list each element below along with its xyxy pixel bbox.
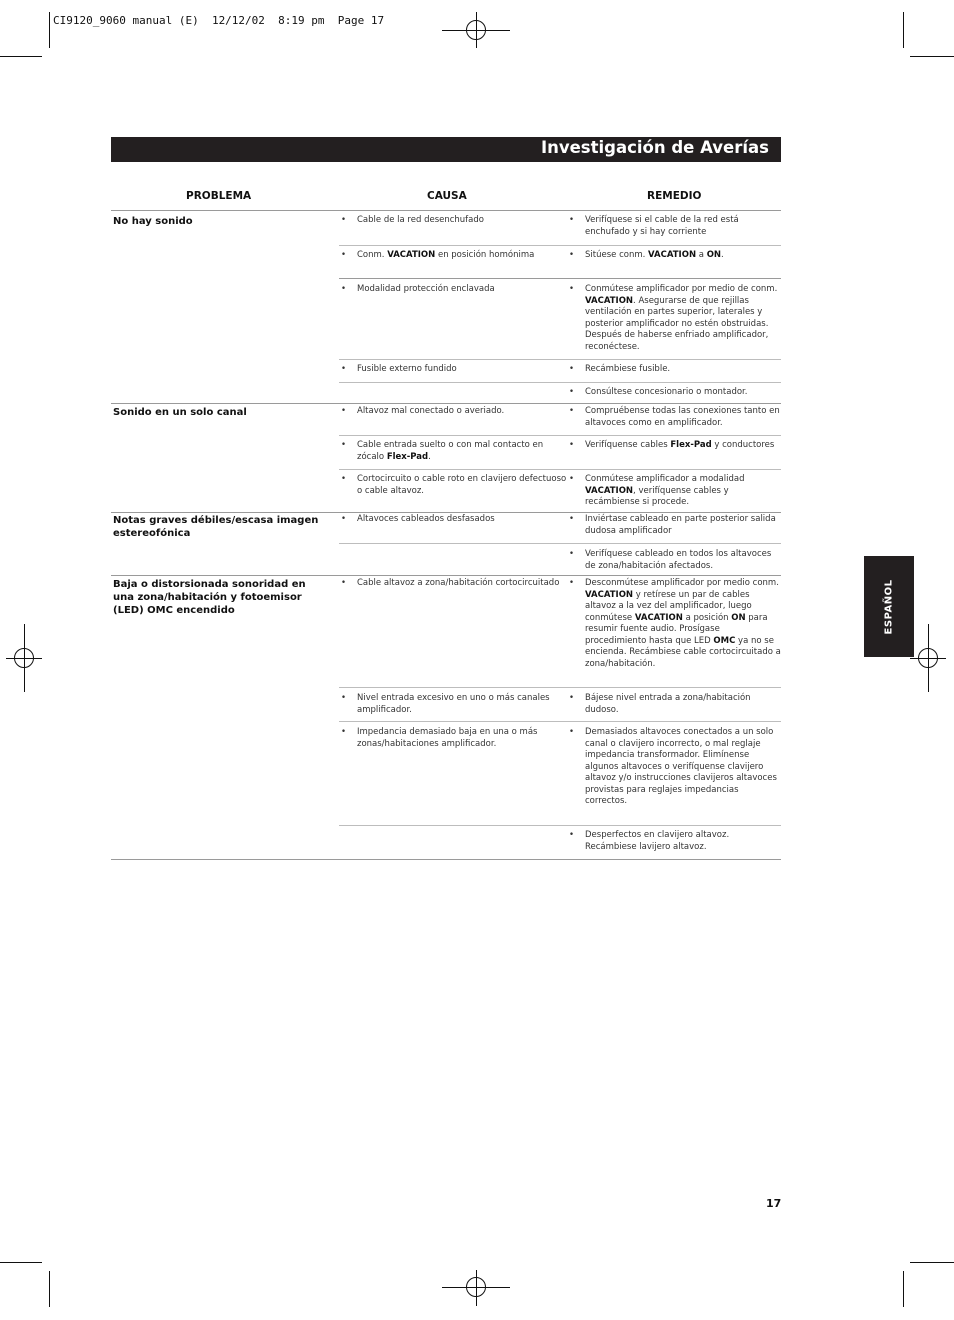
bullet-icon: • <box>341 250 347 260</box>
remedy-cell <box>567 284 783 353</box>
cause-cell <box>339 284 575 296</box>
remedy-cell <box>567 830 783 853</box>
cell-text: . <box>428 451 431 462</box>
cell-text: Demasiados altavoces conectados a un solo canal o clavijero incorrecto, o mal reglaje impedancia transformador. Elimínense algunos altavoces o verifíquense clavijero altavoz y/o instrucciones clavijeros altavoces provistas para reglajes impedancias correctos. <box>585 727 777 806</box>
bullet-icon: • <box>341 727 347 737</box>
cause-cell <box>339 364 575 376</box>
cell-text: y conductores <box>711 440 775 450</box>
row-divider <box>339 825 781 826</box>
title-bar <box>111 137 781 162</box>
cause-cell <box>339 440 575 463</box>
cell-text: a <box>696 250 707 260</box>
registration-circle <box>14 648 34 668</box>
cause-cell <box>339 727 575 750</box>
print-slug: CI9120_9060 manual (E) 12/12/02 8:19 pm Page 17 <box>53 14 385 27</box>
cell-text: . Asegurarse de que rejillas ventilación en partes superior, laterales y posterior amplificador no estén obstruidas. Después de haberse enfriado amplificador, reconéctese. <box>585 295 769 352</box>
bullet-icon: • <box>569 364 575 374</box>
cell-text: Cable entrada suelto o con mal contacto en zócalo <box>357 440 544 462</box>
bullet-icon: • <box>569 578 575 588</box>
cell-text: Conmútese amplificador por medio de conm. <box>585 284 778 294</box>
cause-cell <box>339 578 575 590</box>
cell-text: Altavoces cableados desfasados <box>357 514 495 524</box>
bullet-icon: • <box>569 406 575 416</box>
language-tab-label: ESPAÑOL <box>883 579 895 634</box>
bullet-icon: • <box>341 406 347 416</box>
bullet-icon: • <box>341 474 347 484</box>
header-divider <box>111 210 781 211</box>
problem-label: Notas graves débiles/escasa imagen estereofónica <box>113 515 319 539</box>
remedy-cell <box>567 387 783 399</box>
crop-mark <box>903 12 904 48</box>
group-divider <box>111 575 781 576</box>
bullet-icon: • <box>341 440 347 450</box>
row-divider <box>339 435 781 436</box>
cell-text: Bájese nivel entrada a zona/habitación dudoso. <box>585 693 751 715</box>
cause-cell <box>339 514 575 526</box>
cell-text: Fusible externo fundido <box>357 364 457 374</box>
cell-text-bold: VACATION <box>387 250 436 260</box>
remedy-cell <box>567 474 783 509</box>
cell-text: Verifíquense cables <box>585 440 671 450</box>
cell-text-bold: Flex-Pad <box>670 440 712 450</box>
remedy-cell <box>567 693 783 716</box>
crop-mark <box>910 1262 954 1263</box>
cause-cell <box>339 693 575 716</box>
cell-text: y retírese un par de cables altavoz a la vez del amplificador, luego conmútese <box>585 589 752 623</box>
row-divider <box>339 543 781 544</box>
row-divider <box>339 469 781 470</box>
crop-mark <box>49 1271 50 1307</box>
registration-circle <box>918 648 938 668</box>
cell-text: Impedancia demasiado baja en una o más zonas/habitaciones amplificador. <box>357 727 538 749</box>
bullet-icon: • <box>341 364 347 374</box>
remedy-cell <box>567 250 783 262</box>
cell-text-bold: ON <box>706 250 722 260</box>
crop-mark <box>49 12 50 48</box>
problem-label: No hay sonido <box>113 216 193 227</box>
column-header-problema: PROBLEMA <box>186 190 252 202</box>
language-tab <box>864 556 914 657</box>
cell-text: para resumir fuente audio. Prosígase procedimiento hasta que LED <box>585 612 768 646</box>
row-divider <box>339 278 781 279</box>
group-divider <box>111 403 781 404</box>
problem-label: Sonido en un solo canal <box>113 407 247 418</box>
column-header-causa: CAUSA <box>427 190 467 202</box>
remedy-cell <box>567 440 783 452</box>
cell-text: Inviértase cableado en parte posterior salida dudosa amplificador <box>585 514 776 536</box>
cause-cell <box>339 406 575 418</box>
bullet-icon: • <box>569 250 575 260</box>
remedy-cell <box>567 514 783 537</box>
remedy-cell <box>567 364 783 376</box>
cause-cell <box>339 215 575 227</box>
cause-cell <box>339 474 575 497</box>
cell-text: Consúltese concesionario o montador. <box>585 387 748 397</box>
crop-mark <box>903 1271 904 1307</box>
crop-mark <box>0 1262 42 1263</box>
cell-text: , verifíquense cables y recámbiense si procede. <box>585 485 729 507</box>
cell-text: ya no se encienda. Recámbiese cable cortocircuitado a zona/habitación. <box>585 635 781 669</box>
cell-text-bold: VACATION <box>648 250 697 260</box>
bullet-icon: • <box>569 514 575 524</box>
bullet-icon: • <box>341 514 347 524</box>
cell-text-bold: Flex-Pad <box>386 451 429 462</box>
remedy-cell <box>567 578 783 670</box>
crop-mark <box>910 56 954 57</box>
bullet-icon: • <box>569 284 575 294</box>
remedy-cell <box>567 215 783 238</box>
column-header-remedio: REMEDIO <box>647 190 702 202</box>
cell-text: Conmútese amplificador a modalidad <box>585 474 745 484</box>
bullet-icon: • <box>341 284 347 294</box>
bullet-icon: • <box>569 440 575 450</box>
cell-text: Cortocircuito o cable roto en clavijero defectuoso o cable altavoz. <box>357 474 567 496</box>
crop-mark <box>0 56 42 57</box>
row-divider <box>339 382 781 383</box>
remedy-cell <box>567 406 783 429</box>
cell-text: Verifíquese si el cable de la red está enchufado y si hay corriente <box>585 215 739 237</box>
cell-text: Compruébense todas las conexiones tanto en altavoces como en amplificador. <box>585 406 780 428</box>
cell-text-bold: ON <box>731 612 746 623</box>
cell-text: Verifíquese cableado en todos los altavoces de zona/habitación afectados. <box>585 549 772 571</box>
cell-text-bold: OMC <box>713 635 736 646</box>
cell-text-bold: VACATION <box>585 485 634 496</box>
bullet-icon: • <box>569 693 575 703</box>
cell-text: Recámbiese fusible. <box>585 364 671 374</box>
bullet-icon: • <box>569 215 575 225</box>
registration-circle <box>466 1277 486 1297</box>
cell-text-bold: VACATION <box>634 612 683 623</box>
page-number: 17 <box>766 1197 782 1210</box>
bullet-icon: • <box>341 693 347 703</box>
bullet-icon: • <box>569 549 575 559</box>
bullet-icon: • <box>569 387 575 397</box>
row-divider <box>339 359 781 360</box>
remedy-cell <box>567 549 783 572</box>
problem-label: Baja o distorsionada sonoridad en una zona/habitación y fotoemisor (LED) OMC encendido <box>113 579 306 616</box>
registration-circle <box>466 20 486 40</box>
cause-cell <box>339 250 575 262</box>
cell-text: en posición homónima <box>435 250 535 260</box>
bullet-icon: • <box>569 474 575 484</box>
cell-text: Desperfectos en clavijero altavoz. Recámbiese lavijero altavoz. <box>585 830 730 852</box>
cell-text: Conm. <box>357 250 388 260</box>
bullet-icon: • <box>569 727 575 737</box>
cell-text: Cable de la red desenchufado <box>357 215 484 225</box>
cell-text: Desconmútese amplificador por medio conm. <box>585 578 779 588</box>
bullet-icon: • <box>569 830 575 840</box>
cell-text-bold: VACATION <box>585 295 634 306</box>
cell-text-bold: VACATION <box>585 589 634 600</box>
row-divider <box>339 687 781 688</box>
table-bottom-rule <box>111 859 781 860</box>
cell-text: Cable altavoz a zona/habitación cortocircuitado <box>357 578 560 588</box>
cell-text: Sitúese conm. <box>585 250 649 260</box>
remedy-cell <box>567 727 783 808</box>
cell-text: a posición <box>682 612 732 623</box>
group-divider <box>111 512 781 513</box>
bullet-icon: • <box>341 215 347 225</box>
cell-text: Altavoz mal conectado o averiado. <box>357 406 505 416</box>
row-divider <box>339 245 781 246</box>
cell-text: Modalidad protección enclavada <box>357 284 495 294</box>
cell-text: . <box>721 250 724 260</box>
row-divider <box>339 721 781 722</box>
cell-text: Nivel entrada excesivo en uno o más canales amplificador. <box>357 693 550 715</box>
page-title: Investigación de Averías <box>540 138 769 157</box>
bullet-icon: • <box>341 578 347 588</box>
